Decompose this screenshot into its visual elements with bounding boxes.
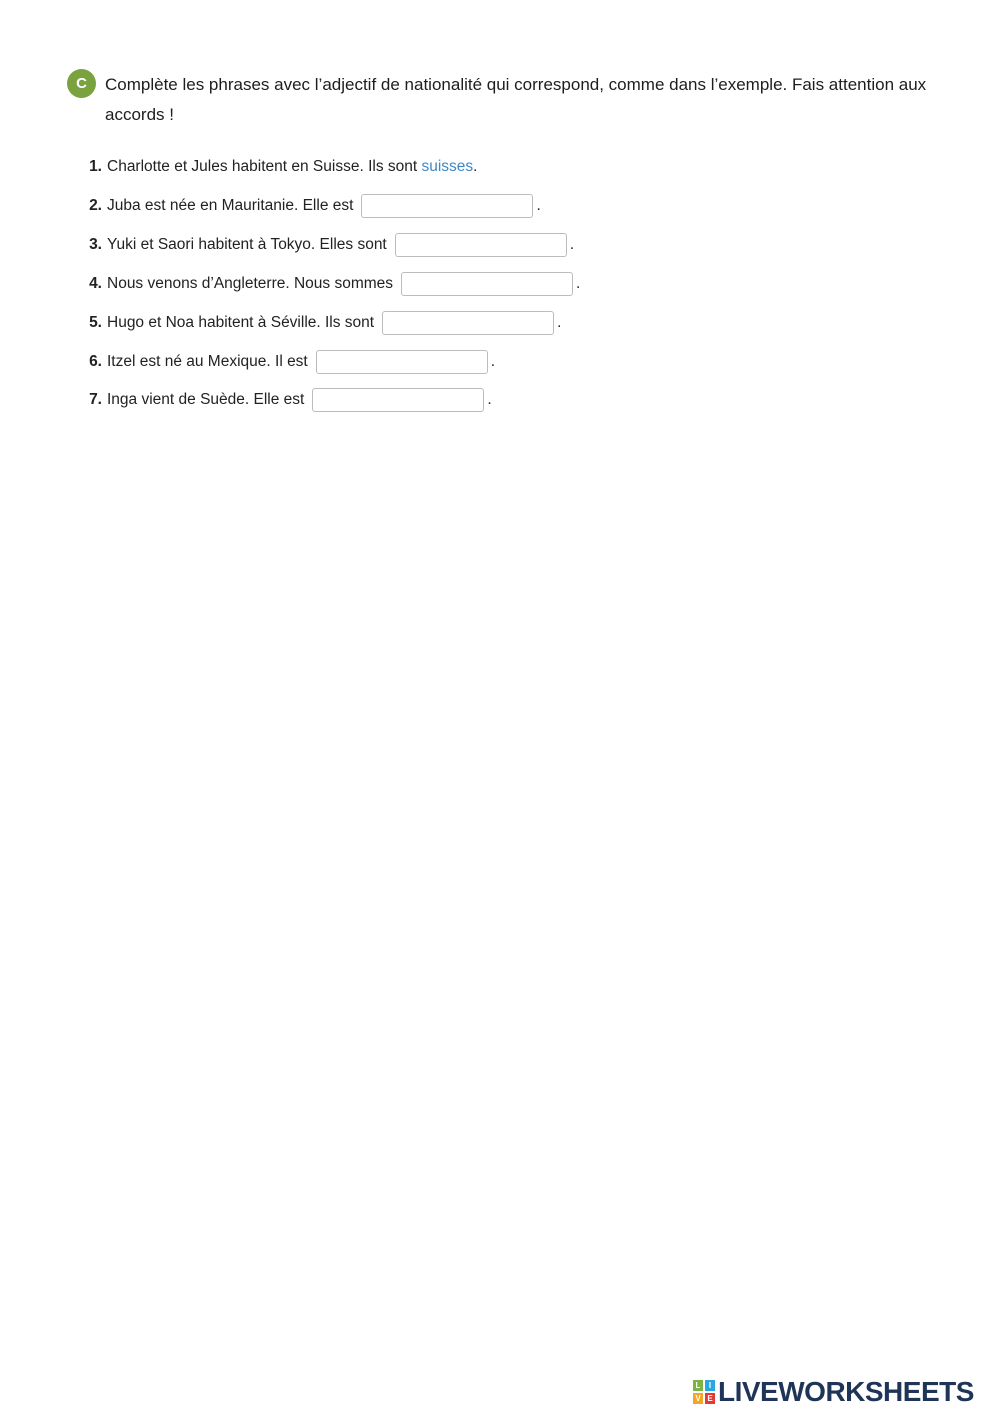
answer-input-3[interactable]	[395, 233, 567, 257]
sentence-end: .	[536, 197, 541, 214]
sentence-2	[80, 192, 541, 220]
item-number: 6.	[89, 353, 102, 370]
sentence-end: .	[569, 236, 575, 253]
sentence-text: Charlotte et Jules habitent en Suisse. Ils sont	[107, 158, 422, 175]
sentence-3	[80, 231, 574, 259]
sentence-text: Nous venons d’Angleterre. Nous sommes	[107, 275, 394, 292]
item-number: 3.	[89, 236, 102, 253]
sentence-7	[80, 386, 492, 414]
sentence-1	[80, 153, 477, 181]
item-number: 7.	[89, 391, 102, 408]
sentence-text: Hugo et Noa habitent à Séville. Ils sont	[107, 314, 375, 331]
logo-mark-cell: V	[693, 1393, 703, 1404]
sentence-6	[80, 348, 495, 376]
sentence-5	[80, 309, 561, 337]
answer-input-2[interactable]	[361, 194, 533, 218]
logo-mark-cell: L	[693, 1380, 703, 1391]
item-number: 5.	[89, 314, 102, 331]
logo-text: LIVEWORKSHEETS	[718, 1376, 974, 1407]
sentence-end: .	[487, 391, 492, 408]
item-number: 2.	[89, 197, 102, 214]
sentence-text: Itzel est né au Mexique. Il est	[107, 353, 308, 370]
logo-mark-cell: I	[705, 1380, 715, 1391]
answer-input-5[interactable]	[382, 311, 554, 335]
sentence-text: Juba est née en Mauritanie. Elle est	[107, 197, 354, 214]
answer-input-6[interactable]	[316, 350, 488, 374]
logo-mark-icon	[693, 1380, 715, 1404]
logo-mark-cell: E	[705, 1393, 715, 1404]
item-number: 4.	[89, 275, 102, 292]
sentence-end: .	[557, 314, 562, 331]
sentence-4	[80, 270, 580, 298]
sentence-end: .	[576, 275, 581, 292]
answer-input-7[interactable]	[312, 388, 484, 412]
sentence-end: .	[473, 158, 478, 175]
sentence-text: Yuki et Saori habitent à Tokyo. Elles sont	[107, 236, 387, 253]
sentence-text: Inga vient de Suède. Elle est	[107, 391, 305, 408]
exercise-instructions: Complète les phrases avec l’adjectif de nationalité qui correspond, comme dans l’exemple. Fais attention aux accords !	[105, 75, 927, 124]
sentence-end: .	[490, 353, 496, 370]
example-answer: suisses	[421, 158, 474, 175]
item-number: 1.	[89, 158, 102, 175]
answer-input-4[interactable]	[401, 272, 573, 296]
exercise-letter-badge: C	[67, 69, 96, 98]
liveworksheets-logo	[693, 1376, 974, 1408]
